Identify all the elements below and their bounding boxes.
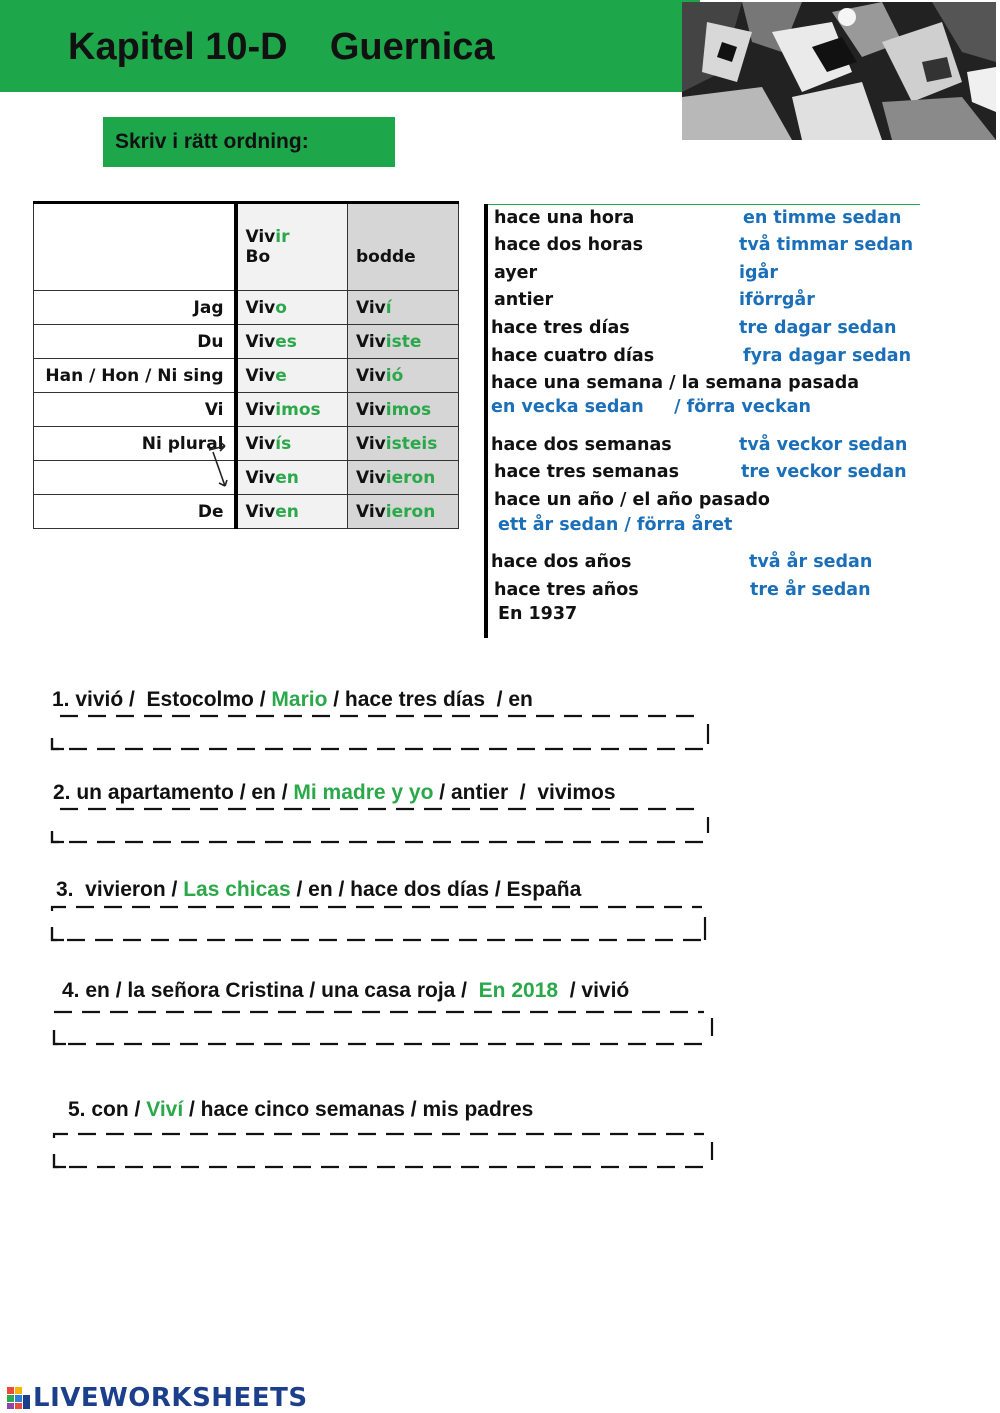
infinitive-cell: Vivir Bo [236,203,348,291]
vocab-es: hace un año / el año pasado [494,490,770,510]
present-form-cell: Viven [236,461,348,495]
vocab-sv: iförrgår [739,290,815,310]
vocab-es: hace tres años [494,580,639,600]
pronoun-cell: Jag [34,291,236,325]
vocab-es: hace una semana / la semana pasada [491,373,860,393]
exercise-1-answer-input[interactable] [52,718,707,748]
vocab-es: hace cuatro días [491,346,655,366]
vocab-es: hace dos horas [494,235,643,255]
table-row [34,359,459,393]
table-row [34,461,459,495]
past-form-cell: Vivió [348,359,459,393]
vocab-top-divider [488,204,920,205]
vocab-es: En 1937 [498,604,578,624]
vocab-sv: en timme sedan [743,208,902,228]
present-form-cell: Vive [236,359,348,393]
table-row [34,427,459,461]
table-header-row [34,203,459,291]
table-row [34,291,459,325]
vocab-es: hace dos años [491,552,632,572]
vocab-sv: en vecka sedan / förra veckan [491,397,811,417]
exercise-1-prompt: 1. vivió / Estocolmo / Mario / hace tres días / en [52,688,533,711]
vocab-es: ayer [494,263,538,283]
table-row [34,495,459,529]
pronoun-cell: De [34,495,236,529]
exercise-4-prompt: 4. en / la señora Cristina / una casa roja / En 2018 / vivió [62,979,630,1002]
past-form-cell: Viviste [348,325,459,359]
exercise-5-prompt: 5. con / Viví / hace cinco semanas / mis padres [68,1098,534,1121]
liveworksheets-logo[interactable]: LIVEWORKSHEETS [7,1383,308,1413]
past-form-cell: Vivisteis [348,427,459,461]
vocab-sv: tre år sedan [750,580,871,600]
vocab-es: hace tres días [491,318,630,338]
page-title: Kapitel 10-D Guernica [68,26,495,68]
pronoun-cell: Han / Hon / Ni sing [34,359,236,393]
exercise-5-answer-input[interactable] [54,1136,709,1166]
table-row [34,325,459,359]
vocab-sv: tre veckor sedan [741,462,907,482]
ni-plural-arrow-icon [205,440,235,494]
pronoun-cell: Du [34,325,236,359]
present-form-cell: Vivimos [236,393,348,427]
past-form-cell: Vivimos [348,393,459,427]
pronoun-cell: Ni plural [34,427,236,461]
past-form-cell: Vivieron [348,461,459,495]
present-form-cell: Vives [236,325,348,359]
vocab-sv: tre dagar sedan [739,318,897,338]
present-form-cell: Vivo [236,291,348,325]
vocab-sv: två år sedan [749,552,873,572]
vocab-sv: två veckor sedan [739,435,908,455]
vocab-sv: ett år sedan / förra året [498,515,733,535]
time-expressions-list [484,204,924,638]
vocab-sv: fyra dagar sedan [743,346,912,366]
vocab-sv: igår [739,263,778,283]
guernica-painting-image [682,2,996,140]
exercise-2-prompt: 2. un apartamento / en / Mi madre y yo / antier / vivimos [53,781,616,804]
table-row [34,393,459,427]
logo-blocks-icon [7,1387,31,1409]
past-form-cell: Vivieron [348,495,459,529]
exercise-2-answer-input[interactable] [52,811,707,841]
present-form-cell: Viven [236,495,348,529]
meaning-label: Bo [245,247,271,267]
vocab-es: hace una hora [494,208,635,228]
instruction-box [103,117,395,167]
past-meaning-cell: bodde [348,203,459,291]
exercise-3-answer-input[interactable] [52,909,707,939]
past-form-cell: Viví [348,291,459,325]
vocab-sv: två timmar sedan [739,235,914,255]
pronoun-cell: Vi [34,393,236,427]
instruction-text: Skriv i rätt ordning: [115,130,309,153]
present-form-cell: Vivís [236,427,348,461]
vocab-es: hace dos semanas [491,435,672,455]
vocab-es: hace tres semanas [494,462,679,482]
vocab-es: antier [494,290,554,310]
exercise-3-prompt: 3. vivieron / Las chicas / en / hace dos días / España [56,878,582,901]
exercise-4-answer-input[interactable] [54,1014,709,1044]
conjugation-table [33,201,459,529]
pronoun-header-cell [34,203,236,291]
